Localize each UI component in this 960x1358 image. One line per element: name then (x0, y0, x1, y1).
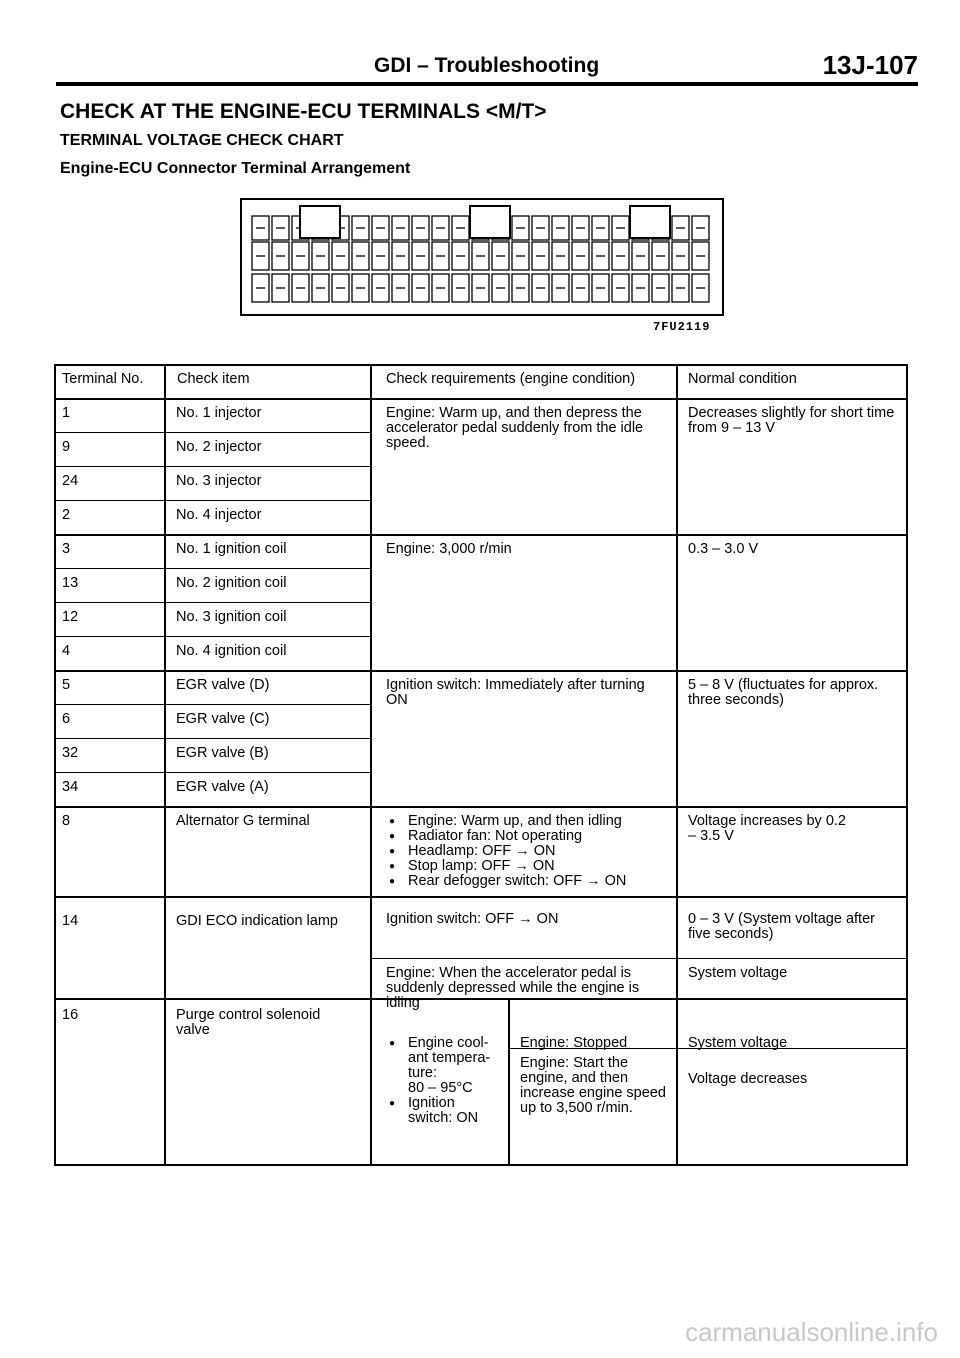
row-divider (54, 896, 908, 898)
table-border-top (54, 364, 908, 366)
terminal-number: 13 (62, 575, 79, 591)
bullet-continuation: ture: (408, 1065, 438, 1081)
check-item: EGR valve (A) (176, 779, 269, 795)
row-divider (54, 500, 371, 501)
diagram-id: 7FU2119 (653, 320, 711, 334)
normal-condition: Decreases slightly for short time from 9 – 13 V (688, 405, 895, 436)
requirement-text: Engine: Warm up, and then depress the accelerator pedal suddenly from the idle speed. (386, 405, 644, 451)
terminal-number: 3 (62, 541, 71, 557)
section-title: GDI – Troubleshooting (374, 54, 600, 77)
normal-condition: Voltage increases by 0.2 – 3.5 V (688, 813, 846, 844)
bullet-item: ● Engine: Warm up, and then idling (386, 814, 676, 829)
check-item: No. 1 ignition coil (176, 541, 287, 557)
terminal-number: 34 (62, 779, 79, 795)
row-divider (54, 738, 371, 739)
check-item: No. 3 ignition coil (176, 609, 287, 625)
watermark: carmanualsonline.info (685, 1317, 938, 1347)
row-divider (54, 636, 371, 637)
row-divider (54, 398, 908, 400)
normal-condition: 5 – 8 V (fluctuates for approx. three seconds) (688, 677, 879, 708)
column-divider (370, 364, 372, 1166)
check-item: No. 2 injector (176, 439, 262, 455)
terminal-number: 8 (62, 813, 71, 829)
terminal-number: 24 (62, 473, 79, 489)
requirement-text: Engine: When the accelerator pedal is suddenly depressed while the engine is idling (386, 965, 640, 1011)
normal-condition: 0.3 – 3.0 V (688, 541, 759, 557)
normal-condition: 0 – 3 V (System voltage after five seconds) (688, 911, 875, 942)
terminal-voltage-table (54, 364, 908, 1166)
row-divider (54, 806, 908, 808)
row-divider (54, 466, 371, 467)
column-divider (508, 998, 510, 1164)
terminal-number: 5 (62, 677, 71, 693)
connector-terminal-diagram (240, 198, 724, 316)
row-divider (54, 704, 371, 705)
terminal-number: 6 (62, 711, 71, 727)
bullet-continuation: 80 – 95°C (408, 1080, 473, 1096)
header-check-item: Check item (177, 371, 250, 387)
terminal-number: 16 (62, 1007, 79, 1023)
terminal-number: 14 (62, 913, 79, 929)
column-divider (164, 364, 166, 1166)
bullet-item: ● Headlamp: OFF → ON (386, 844, 676, 859)
chart-title: TERMINAL VOLTAGE CHECK CHART (60, 132, 344, 149)
bullet-item: ● Stop lamp: OFF → ON (386, 859, 676, 874)
check-item: GDI ECO indication lamp (176, 913, 338, 929)
row-divider (370, 958, 908, 959)
row-divider (54, 534, 908, 536)
table-border-left (54, 364, 56, 1166)
connector-key-slot (300, 206, 340, 238)
table-border-right (906, 364, 908, 1166)
page-header (56, 52, 918, 86)
terminal-number: 1 (62, 405, 71, 421)
bullet-continuation: ant tempera- (408, 1050, 491, 1066)
check-item: No. 3 injector (176, 473, 262, 489)
normal-condition: System voltage (688, 965, 788, 981)
header-requirements: Check requirements (engine condition) (386, 371, 636, 387)
check-item: No. 4 ignition coil (176, 643, 287, 659)
bullet-continuation: switch: ON (408, 1110, 479, 1126)
check-item: EGR valve (C) (176, 711, 270, 727)
terminal-number: 2 (62, 507, 71, 523)
check-item: No. 4 injector (176, 507, 262, 523)
bullet-list (386, 1036, 508, 1126)
bullet-list (386, 814, 676, 889)
bullet-item: ● Radiator fan: Not operating (386, 829, 676, 844)
check-item: EGR valve (D) (176, 677, 270, 693)
row-divider (54, 670, 908, 672)
terminal-number: 9 (62, 439, 71, 455)
page-number: 13J-107 (822, 50, 918, 80)
check-item: EGR valve (B) (176, 745, 269, 761)
requirement-text: Engine: 3,000 r/min (386, 541, 512, 557)
normal-condition: Voltage decreases (688, 1071, 808, 1087)
requirement-text: Engine: Start the engine, and then increase engine speed up to 3,500 r/min. (520, 1055, 666, 1116)
header-terminal: Terminal No. (62, 371, 144, 387)
check-item: Purge control solenoid valve (176, 1007, 321, 1038)
bullet-item: ● Rear defogger switch: OFF → ON (386, 874, 676, 889)
check-item: No. 2 ignition coil (176, 575, 287, 591)
connector-key-slot (630, 206, 670, 238)
page-title: CHECK AT THE ENGINE-ECU TERMINALS <M/T> (60, 100, 547, 123)
row-divider (54, 772, 371, 773)
row-divider (54, 602, 371, 603)
requirement-text: Ignition switch: Immediately after turning ON (386, 677, 645, 708)
check-item: No. 1 injector (176, 405, 262, 421)
terminal-number: 4 (62, 643, 71, 659)
terminal-number: 32 (62, 745, 79, 761)
row-divider (54, 432, 371, 433)
normal-condition: System voltage (688, 1035, 788, 1051)
bullet-item: ● Engine cool- (386, 1036, 508, 1051)
requirement-text: Ignition switch: OFF → ON (386, 911, 559, 927)
header-normal: Normal condition (688, 371, 797, 387)
bullet-item: ● Ignition (386, 1096, 508, 1111)
table-border-bottom (54, 1164, 908, 1166)
requirement-text: Engine: Stopped (520, 1035, 628, 1051)
row-divider (54, 568, 371, 569)
column-divider (676, 364, 678, 1166)
terminal-number: 12 (62, 609, 79, 625)
connector-key-slot (470, 206, 510, 238)
check-item: Alternator G terminal (176, 813, 310, 829)
connector-heading: Engine-ECU Connector Terminal Arrangement (60, 160, 411, 177)
